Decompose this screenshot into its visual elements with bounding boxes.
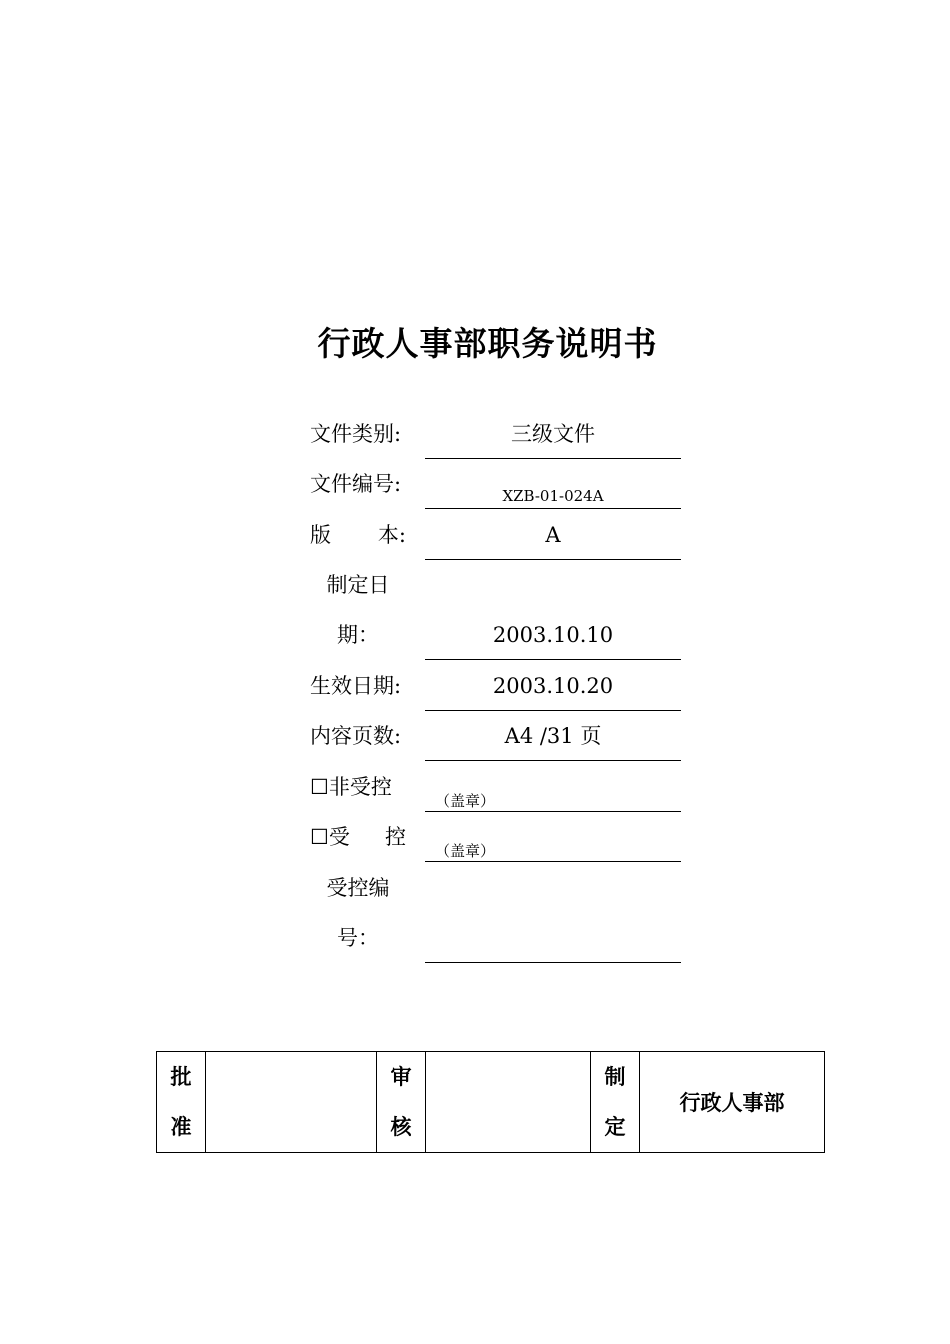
control-no-label-1: 受控编	[326, 876, 390, 900]
field-row-control-no-top	[300, 863, 700, 913]
date-made-spacer	[425, 560, 681, 609]
make-key-1: 制	[604, 1064, 626, 1089]
make-key-2: 定	[604, 1114, 626, 1139]
date-made-label-1: 制定日	[326, 573, 390, 597]
approve-value	[206, 1052, 377, 1153]
controlled-stamp-line	[425, 812, 681, 862]
approve-key-1: 批	[170, 1064, 192, 1089]
controlled-stamp: （盖章）	[435, 842, 496, 860]
version-value: A	[425, 510, 681, 560]
date-made-label-2: 期：	[337, 623, 379, 647]
version-label	[310, 510, 406, 560]
field-row-version	[300, 510, 700, 560]
approve-key	[157, 1052, 206, 1153]
number-label: 文件编号:	[310, 472, 402, 496]
field-row-control-no	[300, 913, 700, 963]
field-row-date-effective	[300, 661, 700, 711]
date-effective-label: 生效日期:	[310, 674, 402, 698]
version-label-b: 本:	[377, 523, 406, 547]
make-value: 行政人事部	[640, 1052, 825, 1153]
signoff-row	[157, 1052, 825, 1153]
control-no-value	[425, 913, 681, 963]
review-value	[426, 1052, 591, 1153]
field-row-date-made-top	[300, 560, 700, 610]
field-row-pages	[300, 711, 700, 761]
category-value: 三级文件	[425, 409, 681, 459]
field-row-number	[300, 459, 700, 509]
version-label-a: 版	[310, 523, 331, 547]
control-no-label-2: 号：	[337, 926, 379, 950]
controlled-label-a: ☐受	[310, 825, 350, 849]
review-key-1: 审	[390, 1064, 412, 1089]
category-label: 文件类别:	[310, 422, 402, 446]
controlled-label[interactable]	[310, 812, 406, 862]
field-row-uncontrolled	[300, 762, 700, 812]
field-row-category	[300, 409, 700, 459]
pages-label: 内容页数:	[310, 724, 402, 748]
review-key	[377, 1052, 426, 1153]
document-title: 行政人事部职务说明书	[317, 324, 658, 363]
uncontrolled-stamp-line	[425, 762, 681, 812]
number-value: XZB-01-024A	[425, 459, 681, 509]
date-made-value: 2003.10.10	[425, 610, 681, 660]
review-key-2: 核	[390, 1114, 412, 1139]
pages-value: A4 /31 页	[425, 711, 681, 761]
field-row-controlled	[300, 812, 700, 862]
controlled-label-b: 控	[385, 825, 406, 849]
approve-key-2: 准	[170, 1114, 192, 1139]
uncontrolled-stamp: （盖章）	[435, 792, 496, 810]
uncontrolled-label[interactable]: ☐非受控	[310, 775, 392, 799]
field-row-date-made	[300, 610, 700, 660]
signoff-table	[156, 1051, 825, 1153]
date-effective-value: 2003.10.20	[425, 661, 681, 711]
make-key	[591, 1052, 640, 1153]
control-no-spacer	[425, 863, 681, 912]
